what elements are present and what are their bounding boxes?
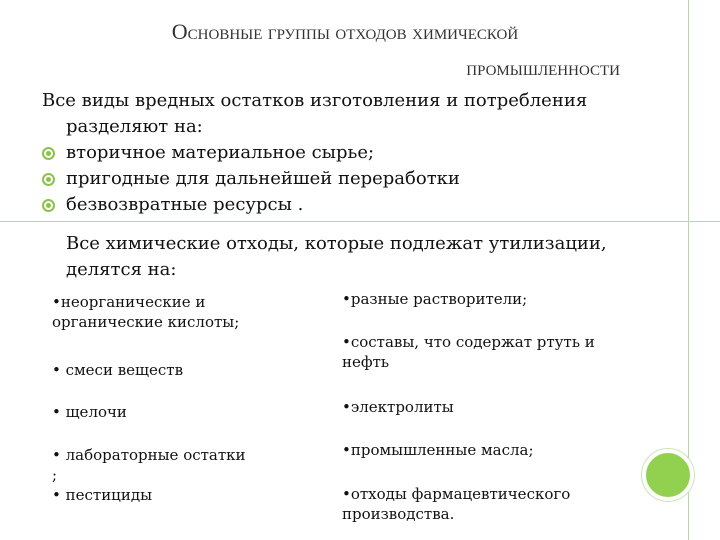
intro-line-2: разделяют на: (66, 116, 203, 137)
bullet-label: вторичное материальное сырье; (66, 142, 375, 163)
left-item-line: • пестициды (52, 486, 153, 504)
left-item-line: • щелочи (52, 403, 127, 421)
bullet-label: безвозвратные ресурсы . (66, 194, 304, 215)
bullet-label: пригодные для дальнейшей переработки (66, 168, 460, 189)
right-item-industrial-oils (342, 440, 632, 460)
right-item-solvents (342, 289, 632, 309)
intro-line-1: Все виды вредных остатков изготовления и потребления (42, 90, 588, 111)
bullet-marker-icon (42, 147, 55, 160)
right-item-line: •разные растворители; (342, 290, 528, 308)
decorative-circle (642, 449, 694, 501)
right-item-line: нефть (342, 353, 390, 371)
right-item-line: производства. (342, 505, 455, 523)
bullet-item (42, 166, 682, 192)
frame-line-horizontal (0, 221, 720, 222)
left-item-line: • смеси веществ (52, 361, 184, 379)
bullet-item (42, 140, 682, 166)
chemical-line-2: делятся на: (66, 259, 177, 280)
left-item-line: • лабораторные остатки (52, 446, 246, 464)
right-item-line: •составы, что содержат ртуть и (342, 333, 595, 351)
bullet-marker-icon (42, 199, 55, 212)
right-item-line: •электролиты (342, 398, 454, 416)
right-item-electrolytes (342, 397, 632, 417)
left-item-mixtures (52, 360, 302, 380)
slide-title (60, 14, 630, 86)
left-item-line: •неорганические и (52, 293, 206, 311)
title-line-2: промышленности (466, 55, 620, 80)
left-item-lab-residues (52, 445, 302, 505)
chemical-waste-text (66, 231, 686, 283)
bullet-marker-icon (42, 173, 55, 186)
right-item-pharma (342, 484, 632, 524)
title-line-1: Основные группы отходов химической (171, 19, 519, 44)
intro-text (42, 88, 682, 140)
bullet-list (42, 140, 682, 218)
right-item-line: •промышленные масла; (342, 441, 534, 459)
right-item-mercury-oil (342, 332, 632, 372)
left-item-alkalis (52, 402, 302, 422)
right-item-line: •отходы фармацевтического (342, 485, 571, 503)
left-item-line: органические кислоты; (52, 313, 240, 331)
bullet-item (42, 192, 682, 218)
left-item-acids (52, 292, 302, 332)
left-item-line: ; (52, 466, 58, 484)
chemical-line-1: Все химические отходы, которые подлежат утилизации, (66, 233, 607, 254)
